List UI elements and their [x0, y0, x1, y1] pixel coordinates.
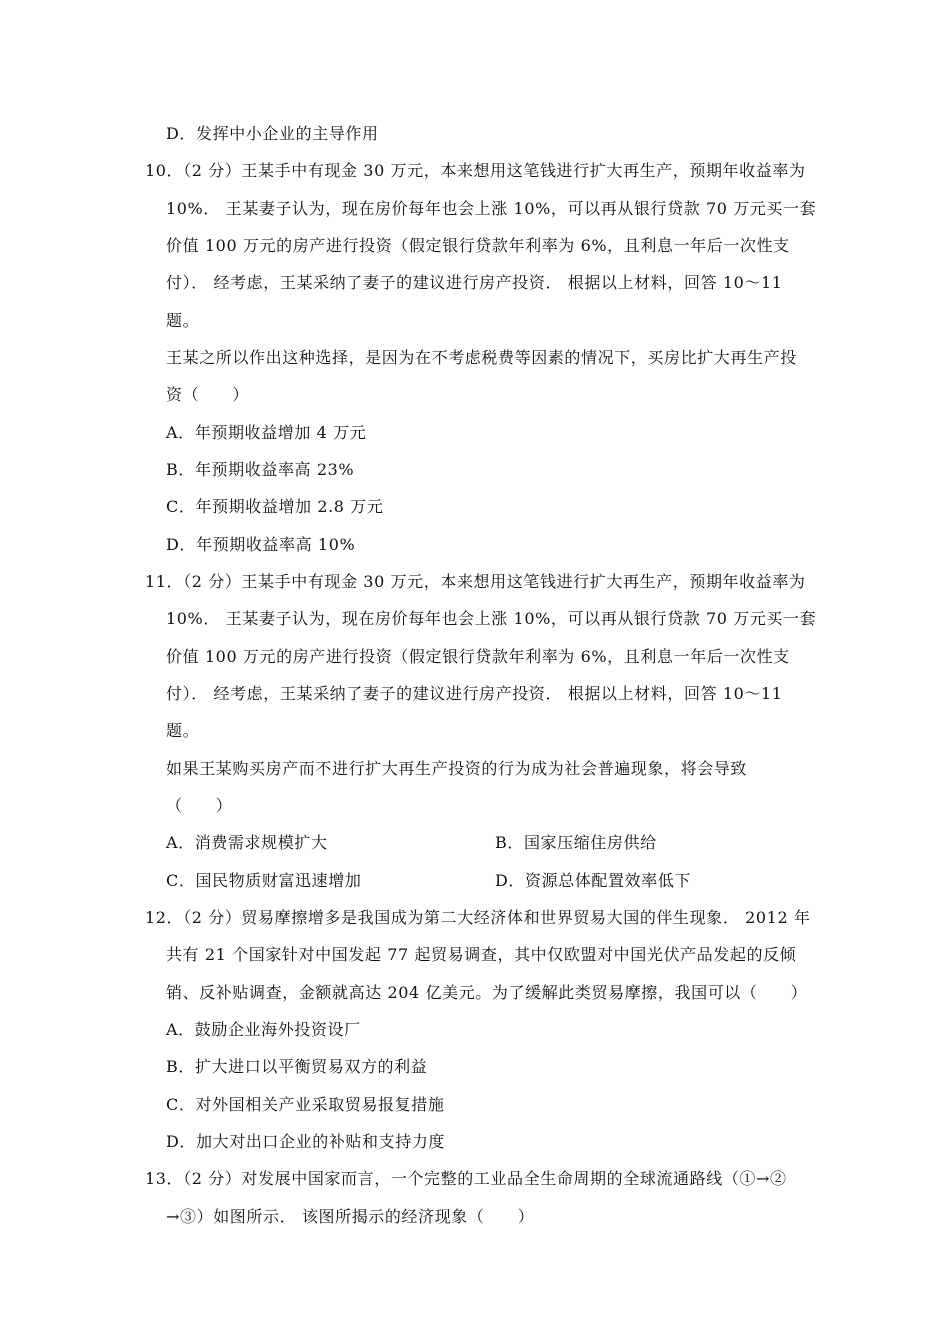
q11-line-5: 题。 [166, 721, 200, 740]
q10-option-a: A．年预期收益增加 4 万元 [166, 423, 367, 442]
q12-line-3: 销、反补贴调查，金额就高达 204 亿美元。为了缓解此类贸易摩擦，我国可以（ ） [166, 983, 808, 1002]
q11-line-3: 价值 100 万元的房产进行投资（假定银行贷款年利率为 6%，且利息一年后一次性支 [166, 647, 790, 666]
q12-line-1: 12．（2 分）贸易摩擦增多是我国成为第二大经济体和世界贸易大国的伴生现象． 2012 年 [145, 908, 811, 927]
q11-line-4: 付）． 经考虑，王某采纳了妻子的建议进行房产投资． 根据以上材料，回答 10～11 [166, 684, 783, 703]
q12-option-d: D．加大对出口企业的补贴和支持力度 [166, 1132, 446, 1151]
q10-line-2: 10%． 王某妻子认为，现在房价每年也会上涨 10%，可以再从银行贷款 70 万元买一套 [166, 199, 817, 218]
q11-line-2: 10%． 王某妻子认为，现在房价每年也会上涨 10%，可以再从银行贷款 70 万元买一套 [166, 609, 817, 628]
q10-line-3: 价值 100 万元的房产进行投资（假定银行贷款年利率为 6%，且利息一年后一次性支 [166, 236, 790, 255]
q10-option-d: D．年预期收益率高 10% [166, 535, 356, 554]
q11-option-d: D．资源总体配置效率低下 [495, 871, 692, 890]
q10-option-c: C．年预期收益增加 2.8 万元 [166, 497, 384, 516]
q11-option-b: B．国家压缩住房供给 [495, 833, 657, 852]
q10-line-4: 付）． 经考虑，王某采纳了妻子的建议进行房产投资． 根据以上材料，回答 10～11 [166, 273, 783, 292]
q11-line-1: 11．（2 分）王某手中有现金 30 万元，本来想用这笔钱进行扩大再生产，预期年收益率为 [145, 572, 806, 591]
q9-option-d: D．发挥中小企业的主导作用 [166, 124, 379, 143]
q10-line-1: 10．（2 分）王某手中有现金 30 万元，本来想用这笔钱进行扩大再生产，预期年收益率为 [145, 161, 806, 180]
q10-stem-line-2: 资（ ） [166, 385, 250, 404]
q11-stem-line-2: （ ） [166, 796, 233, 815]
q12-option-c: C．对外国相关产业采取贸易报复措施 [166, 1095, 445, 1114]
q11-option-c: C．国民物质财富迅速增加 [166, 871, 362, 890]
q11-stem-line-1: 如果王某购买房产而不进行扩大再生产投资的行为成为社会普遍现象，将会导致 [166, 759, 748, 778]
q10-stem-line-1: 王某之所以作出这种选择，是因为在不考虑税费等因素的情况下，买房比扩大再生产投 [166, 348, 797, 367]
q11-option-a: A．消费需求规模扩大 [166, 833, 328, 852]
q13-line-2: →③）如图所示． 该图所揭示的经济现象（ ） [166, 1207, 535, 1226]
q12-line-2: 共有 21 个国家针对中国发起 77 起贸易调查，其中仅欧盟对中国光伏产品发起的反倾 [166, 945, 797, 964]
q12-option-a: A．鼓励企业海外投资设厂 [166, 1020, 361, 1039]
q10-line-5: 题。 [166, 311, 200, 330]
q12-option-b: B．扩大进口以平衡贸易双方的利益 [166, 1057, 428, 1076]
q13-line-1: 13．（2 分）对发展中国家而言，一个完整的工业品全生命周期的全球流通路线（①→② [145, 1169, 787, 1188]
q10-option-b: B．年预期收益率高 23% [166, 460, 355, 479]
